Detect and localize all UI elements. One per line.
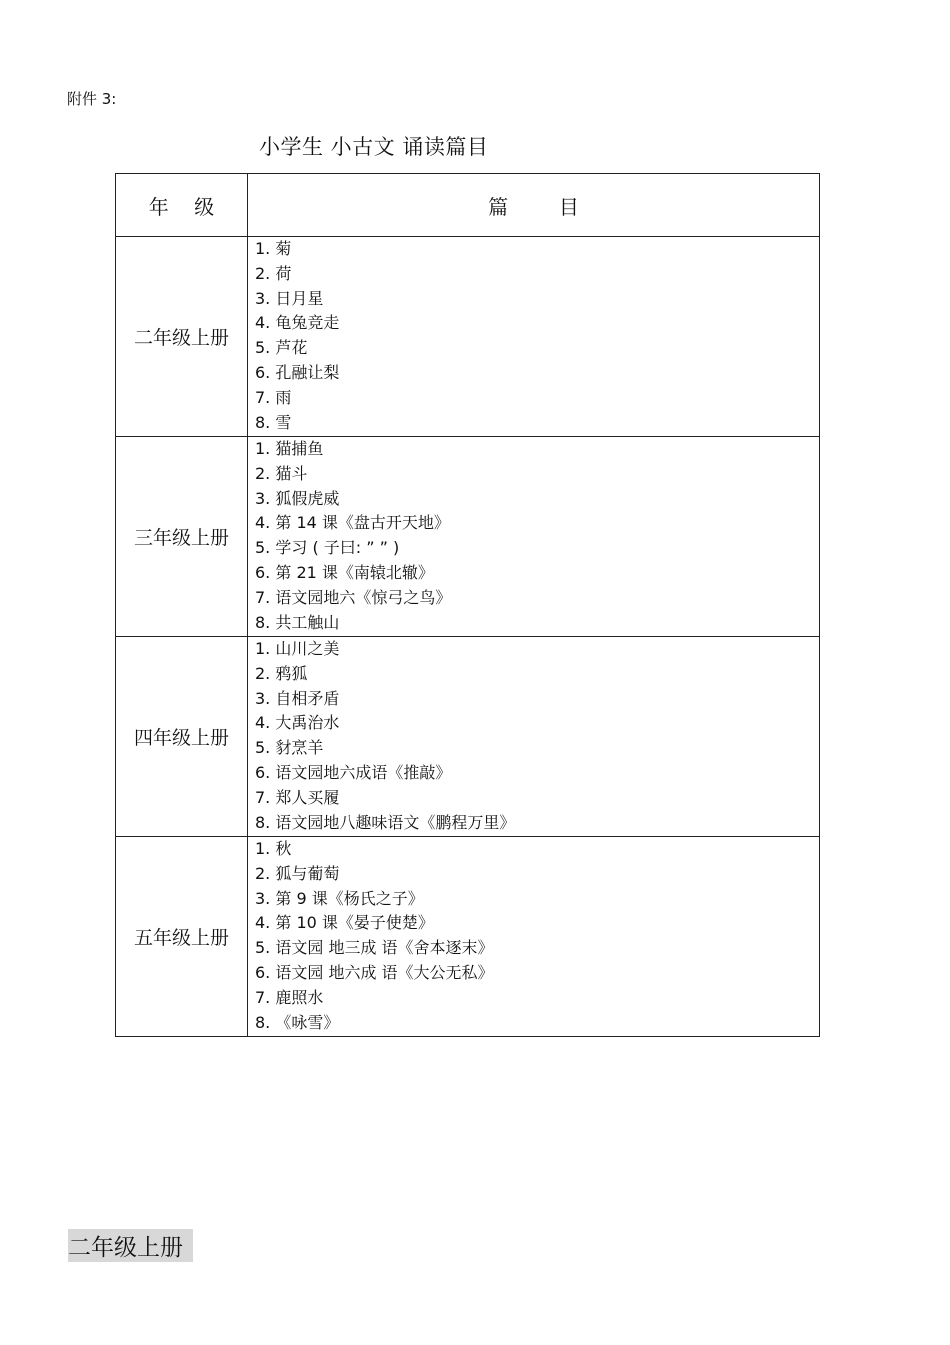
list-item: 7. 语文园地六《惊弓之鸟》	[255, 587, 452, 607]
item-list	[255, 437, 819, 635]
list-item: 8. 语文园地八趣味语文《鹏程万里》	[255, 812, 516, 832]
items-cell	[248, 437, 820, 637]
list-item: 3. 日月星	[255, 288, 324, 308]
grade-cell: 三年级上册	[116, 437, 248, 637]
list-item: 2. 鸦狐	[255, 663, 308, 683]
list-item: 1. 猫捕鱼	[255, 439, 324, 458]
list-item: 4. 龟兔竞走	[255, 313, 340, 333]
list-item: 4. 第 10 课《晏子使楚》	[255, 913, 434, 933]
list-item: 1. 山川之美	[255, 639, 340, 658]
list-item: 6. 语文园 地六成 语《大公无私》	[255, 962, 494, 982]
annex-label: 附件 3:	[67, 90, 117, 108]
list-item: 2. 猫斗	[255, 463, 308, 483]
list-item: 4. 第 14 课《盘古开天地》	[255, 513, 450, 533]
header-grade: 年 级	[116, 174, 248, 237]
header-items: 篇 目	[248, 174, 820, 237]
list-item: 2. 荷	[255, 263, 292, 283]
items-cell	[248, 837, 820, 1037]
list-item: 7. 鹿照水	[255, 987, 324, 1007]
list-item: 5. 豺烹羊	[255, 738, 324, 758]
grade-section-label: 二年级上册	[68, 1229, 193, 1262]
grade-cell: 五年级上册	[116, 837, 248, 1037]
list-item: 7. 郑人买履	[255, 787, 340, 807]
item-list	[255, 837, 819, 1035]
list-item: 5. 学习 ( 子曰: ” ” )	[255, 538, 400, 558]
table-row	[116, 637, 820, 837]
list-item: 8. 雪	[255, 412, 292, 432]
list-item: 3. 第 9 课《杨氏之子》	[255, 888, 424, 908]
list-item: 1. 秋	[255, 839, 292, 858]
page-title: 小学生 小古文 诵读篇目	[259, 135, 489, 159]
item-list	[255, 237, 819, 435]
list-item: 1. 菊	[255, 239, 292, 258]
grade-cell: 二年级上册	[116, 237, 248, 437]
items-cell	[248, 637, 820, 837]
table-row	[116, 837, 820, 1037]
list-item: 2. 狐与葡萄	[255, 863, 340, 883]
table-row	[116, 437, 820, 637]
table-header-row	[116, 174, 820, 237]
list-item: 6. 语文园地六成语《推敲》	[255, 762, 452, 782]
table-row	[116, 237, 820, 437]
list-item: 5. 语文园 地三成 语《舍本逐末》	[255, 938, 494, 958]
list-item: 8. 共工触山	[255, 612, 340, 632]
list-item: 4. 大禹治水	[255, 713, 340, 733]
items-cell	[248, 237, 820, 437]
list-item: 7. 雨	[255, 387, 292, 407]
list-item: 3. 自相矛盾	[255, 688, 340, 708]
list-item: 3. 狐假虎威	[255, 488, 340, 508]
list-item: 6. 孔融让梨	[255, 362, 340, 382]
reading-list-table	[115, 173, 820, 1037]
list-item: 5. 芦花	[255, 338, 308, 358]
item-list	[255, 637, 819, 835]
list-item: 6. 第 21 课《南辕北辙》	[255, 562, 434, 582]
list-item: 8. 《咏雪》	[255, 1012, 340, 1032]
grade-cell: 四年级上册	[116, 637, 248, 837]
